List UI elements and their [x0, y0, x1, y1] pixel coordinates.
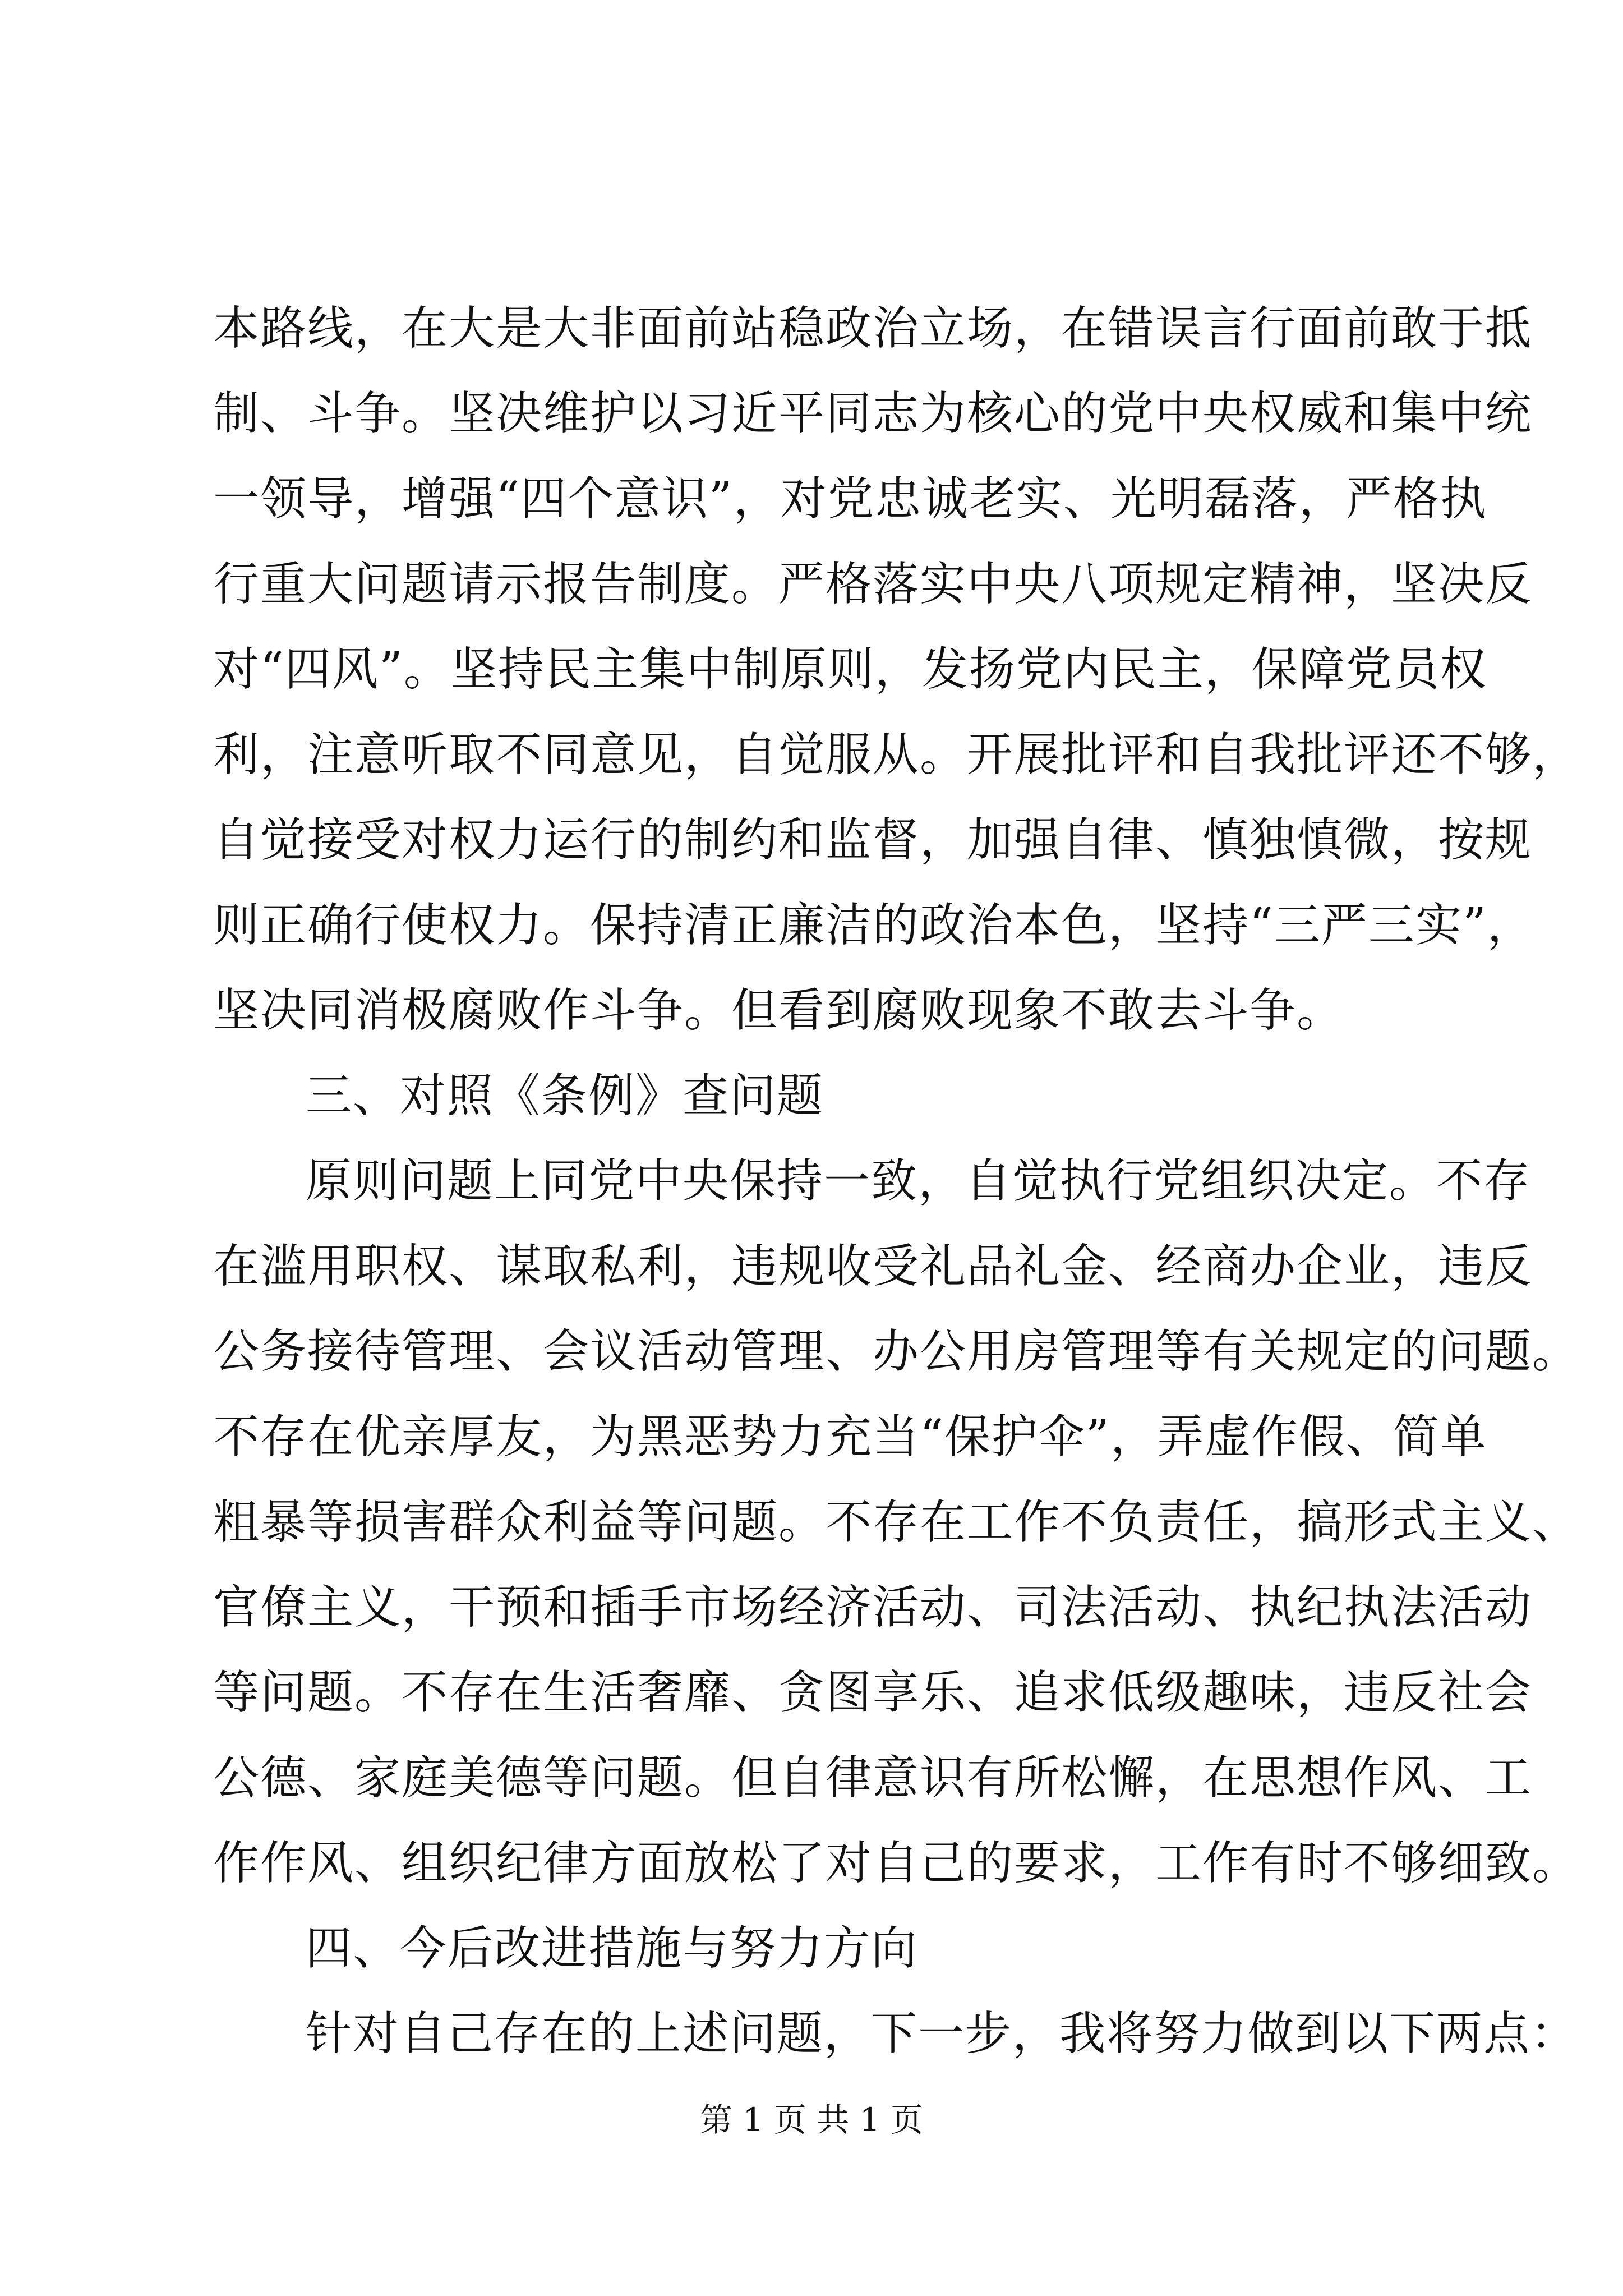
body-text-line: 粗暴等损害群众利益等问题。不存在工作不负责任，搞形式主义、 [213, 1496, 1580, 1549]
body-text-line: 坚决同消极腐败作斗争。但看到腐败现象不敢去斗争。 [213, 984, 1344, 1037]
body-text-line: 官僚主义，干预和插手市场经济活动、司法活动、执纪执法活动 [213, 1581, 1533, 1634]
body-text-line: 自觉接受对权力运行的制约和监督，加强自律、慎独慎微，按规 [213, 813, 1533, 867]
body-text-line: 针对自己存在的上述问题，下一步，我将努力做到以下两点： [306, 2007, 1578, 2060]
body-text-line: 作作风、组织纪律方面放松了对自己的要求，工作有时不够细致。 [213, 1837, 1580, 1890]
body-text-line: 原则问题上同党中央保持一致，自觉执行党组织决定。不存 [306, 1154, 1531, 1208]
body-text-line: 对“四风”。坚持民主集中制原则，发扬党内民主，保障党员权 [213, 643, 1487, 696]
body-text-line: 行重大问题请示报告制度。严格落实中央八项规定精神，坚决反 [213, 558, 1533, 611]
body-text-line: 利，注意听取不同意见，自觉服从。开展批评和自我批评还不够， [213, 728, 1580, 781]
body-text-line: 一领导，增强“四个意识”，对党忠诚老实、光明磊落，严格执 [213, 472, 1487, 526]
body-text-line: 制、斗争。坚决维护以习近平同志为核心的党中央权威和集中统 [213, 387, 1533, 440]
body-text-line: 本路线，在大是大非面前站稳政治立场，在错误言行面前敢于抵 [213, 302, 1533, 355]
section-heading: 四、今后改进措施与努力方向 [306, 1922, 919, 1975]
body-text-line: 公德、家庭美德等问题。但自律意识有所松懈，在思想作风、工 [213, 1751, 1533, 1805]
body-text-line: 等问题。不存在生活奢靡、贪图享乐、追求低级趣味，违反社会 [213, 1666, 1533, 1719]
body-text-line: 公务接待管理、会议活动管理、办公用房管理等有关规定的问题。 [213, 1325, 1580, 1378]
body-text-line: 在滥用职权、谋取私利，违规收受礼品礼金、经商办企业，违反 [213, 1240, 1533, 1293]
page-number-footer: 第 1 页 共 1 页 [700, 2101, 923, 2139]
section-heading: 三、对照《条例》查问题 [306, 1069, 824, 1122]
body-text-line: 则正确行使权力。保持清正廉洁的政治本色，坚持“三严三实”， [213, 899, 1534, 952]
body-text-line: 不存在优亲厚友，为黑恶势力充当“保护伞”，弄虚作假、简单 [213, 1410, 1487, 1464]
